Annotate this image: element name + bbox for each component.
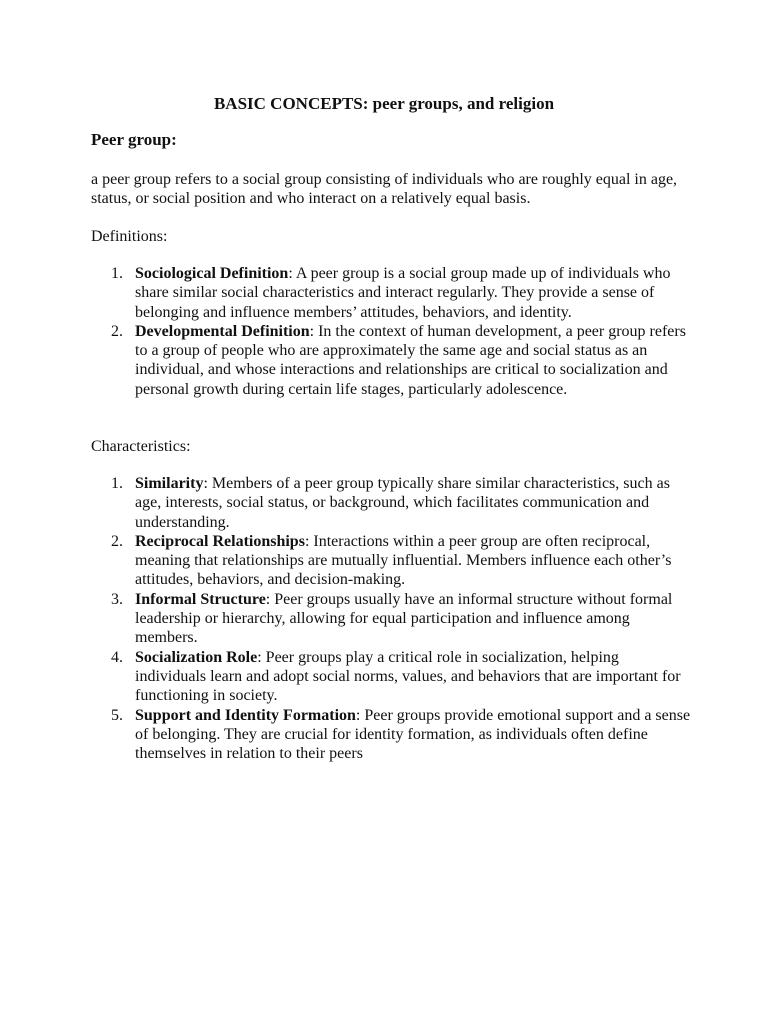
list-item-definition: [91, 322, 691, 399]
list-item-term: Informal Structure: [135, 590, 266, 608]
list-item-term: Developmental Definition: [135, 322, 310, 340]
characteristics-list: [91, 474, 691, 763]
list-item-number: 1.: [111, 475, 123, 492]
section-heading-peer-group: Peer group:: [91, 130, 177, 149]
list-item-term: Similarity: [135, 475, 204, 492]
list-item-text: : Interactions within a peer group are often reciprocal, meaning that relationships are mutually influential. Members influence each other’s attitudes, behaviors, and decision-making.: [135, 532, 672, 589]
characteristics-label: Characteristics:: [91, 438, 191, 455]
document-title: BASIC CONCEPTS: peer groups, and religion: [213, 94, 555, 113]
list-item-characteristic: [91, 648, 691, 706]
list-item-number: 3.: [111, 590, 123, 608]
list-item-term: Socialization Role: [135, 648, 258, 666]
list-item-text: : Peer groups provide emotional support and a sense of belonging. They are crucial for identity formation, as individuals often define themselves in relation to their peers: [135, 706, 691, 763]
list-item-number: 2.: [111, 322, 123, 340]
list-item-term: Sociological Definition: [135, 265, 289, 282]
list-item-characteristic: [91, 590, 691, 648]
definitions-list: [91, 264, 691, 399]
list-item-text: : A peer group is a social group made up of individuals who share similar social characteristics and interact regularly. They provide a sense of belonging and influence members’ attitudes, behaviors, and identity.: [135, 265, 671, 321]
list-item-text: : Peer groups usually have an informal structure without formal leadership or hierarchy, allowing for equal participation and influence among members.: [135, 590, 673, 647]
list-item-number: 1.: [111, 265, 123, 282]
list-item-term: Reciprocal Relationships: [135, 532, 305, 550]
list-item-text: : In the context of human development, a peer group refers to a group of people who are approximately the same age and social status as an individual, and whose interactions and relationships are critical to socialization and personal growth during certain life stages, particularly adolescence.: [135, 322, 686, 398]
list-item-characteristic: [91, 706, 691, 764]
list-item-text: : Peer groups play a critical role in socialization, helping individuals learn and adopt social norms, values, and behaviors that are important for functioning in society.: [135, 648, 681, 705]
list-item-characteristic: [91, 474, 691, 532]
list-item-term: Support and Identity Formation: [135, 706, 356, 724]
list-item-number: 4.: [111, 648, 123, 666]
list-item-definition: [91, 264, 691, 322]
definitions-label: Definitions:: [91, 228, 168, 245]
list-item-number: 2.: [111, 532, 123, 550]
list-item-number: 5.: [111, 706, 123, 724]
list-item-characteristic: [91, 532, 691, 590]
list-item-text: : Members of a peer group typically share similar characteristics, such as age, interests, social status, or background, which facilitates communication and understanding.: [135, 475, 670, 531]
intro-paragraph: a peer group refers to a social group consisting of individuals who are roughly equal in age, status, or social position and who interact on a relatively equal basis.: [91, 171, 678, 208]
